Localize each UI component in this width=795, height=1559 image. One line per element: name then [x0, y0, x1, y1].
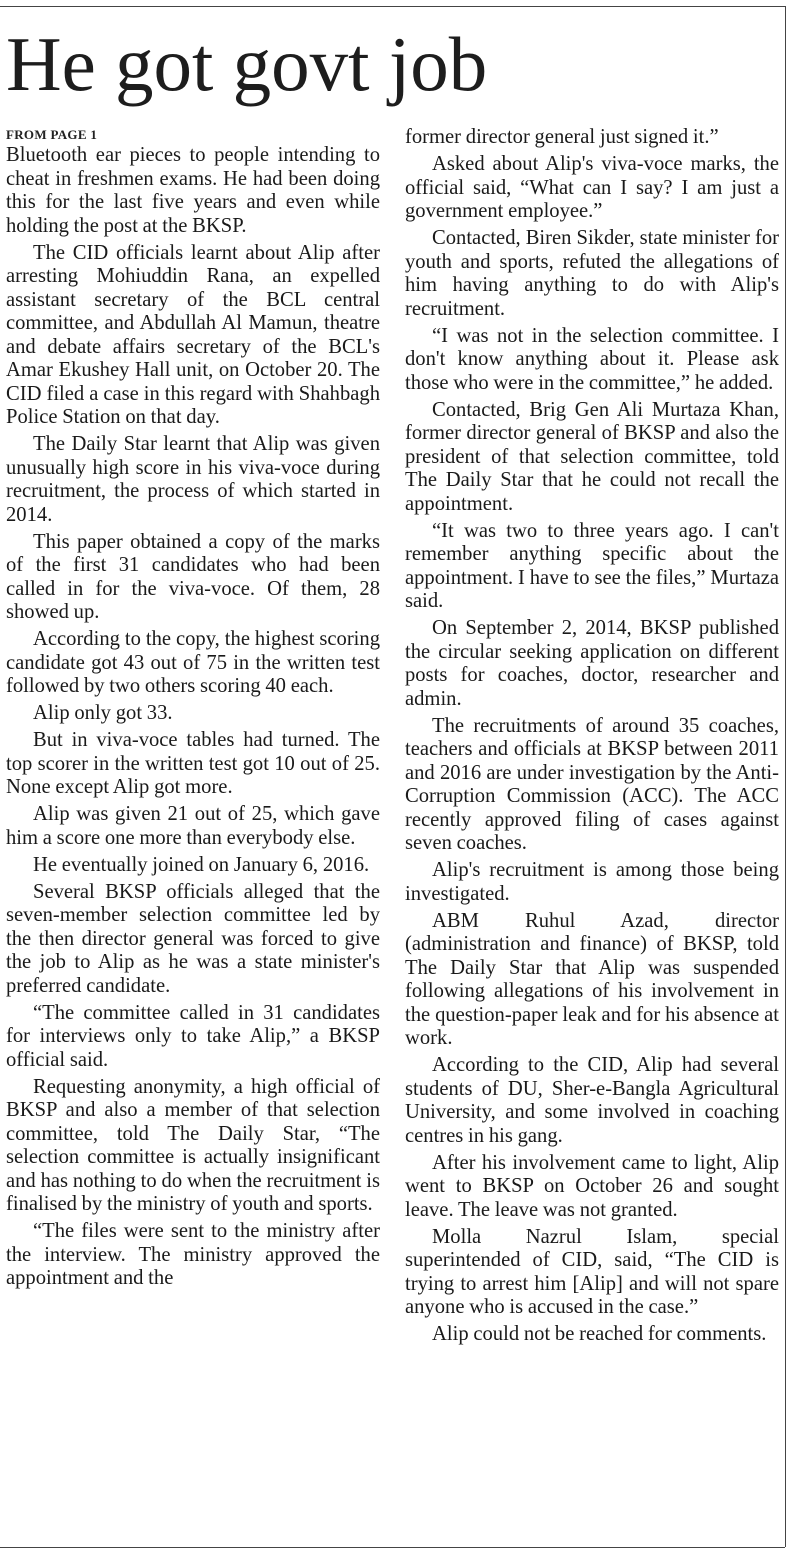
paragraph: Alip only got 33. [33, 702, 173, 724]
paragraph: “It was two to three years ago. I can't remember anything specific about the appointment. I have to see the files,” Murtaza said. [405, 519, 779, 612]
bottom-rule [0, 1547, 785, 1548]
headline: He got govt job [6, 21, 488, 107]
paragraph: After his involvement came to light, Alip went to BKSP on October 26 and sought leave. The leave was not granted. [405, 1151, 779, 1221]
top-rule [0, 6, 785, 7]
article-column-left [6, 126, 380, 1291]
paragraph: Requesting anonymity, a high official of BKSP and also a member of that selection committee, told The Daily Star, “The selection committee is actually insignificant and has nothing to do when the recruitment is finalised by the ministry of youth and sports. [6, 1075, 380, 1215]
paragraph: “The committee called in 31 candidates for interviews only to take Alip,” a BKSP official said. [6, 1001, 380, 1071]
paragraph: “I was not in the selection committee. I don't know anything about it. Please ask those who were in the committee,” he added. [405, 324, 779, 394]
paragraph: On September 2, 2014, BKSP published the circular seeking application on different posts for coaches, doctor, researcher and admin. [405, 617, 779, 710]
paragraph: ABM Ruhul Azad, director (administration and finance) of BKSP, told The Daily Star that Alip was suspended following allegations of his involvement in the question-paper leak and for his absence at work. [405, 909, 779, 1049]
paragraph: Alip's recruitment is among those being investigated. [405, 859, 779, 905]
paragraph: The CID officials learnt about Alip after arresting Mohiuddin Rana, an expelled assistant secretary of the BCL central committee, and Abdullah Al Mamun, theatre and debate affairs secretary of the BCL's Amar Ekushey Hall unit, on October 20. The CID filed a case in this regard with Shahbagh Police Station on that day. [6, 241, 380, 428]
paragraph: According to the copy, the highest scoring candidate got 43 out of 75 in the written test followed by two others scoring 40 each. [6, 628, 380, 697]
paragraph: Bluetooth ear pieces to people intending to cheat in freshmen exams. He had been doing this for the last five years and even while holding the post at the BKSP. [6, 144, 380, 237]
paragraph: But in viva-voce tables had turned. The top scorer in the written test got 10 out of 25. None except Alip got more. [6, 729, 380, 798]
paragraph: Several BKSP officials alleged that the seven-member selection committee led by the then director general was forced to give the job to Alip as he was a state minister's preferred candidate. [6, 880, 380, 997]
paragraph: Contacted, Brig Gen Ali Murtaza Khan, former director general of BKSP and also the president of that selection committee, told The Daily Star that he could not recall the appointment. [405, 398, 779, 515]
paragraph: “The files were sent to the ministry after the interview. The ministry approved the appointment and the [6, 1220, 380, 1289]
paragraph: Alip could not be reached for comments. [432, 1323, 767, 1345]
paragraph: Alip was given 21 out of 25, which gave him a score one more than everybody else. [6, 803, 380, 849]
paragraph: Molla Nazrul Islam, special superintended of CID, said, “The CID is trying to arrest him [Alip] and will not spare anyone who is accused in the case.” [405, 1225, 779, 1318]
paragraph: Contacted, Biren Sikder, state minister for youth and sports, refuted the allegations of him having anything to do with Alip's recruitment. [405, 227, 779, 320]
paragraph: The Daily Star learnt that Alip was given unusually high score in his viva-voce during recruitment, the process of which started in 2014. [6, 433, 380, 526]
paragraph: former director general just signed it.” [405, 126, 719, 148]
dateline: FROM PAGE 1 [6, 127, 98, 142]
article-column-right [405, 126, 779, 1347]
paragraph: The recruitments of around 35 coaches, teachers and officials at BKSP between 2011 and 2016 are under investigation by the Anti-Corruption Commission (ACC). The ACC recently approved filing of cases against seven coaches. [405, 714, 779, 854]
paragraph: He eventually joined on January 6, 2016. [33, 853, 370, 876]
right-rule [785, 6, 786, 1547]
paragraph: This paper obtained a copy of the marks of the first 31 candidates who had been called in for the viva-voce. Of them, 28 showed up. [6, 530, 380, 623]
paragraph: Asked about Alip's viva-voce marks, the official said, “What can I say? I am just a government employee.” [405, 153, 779, 222]
paragraph: According to the CID, Alip had several students of DU, Sher-e-Bangla Agricultural University, and some involved in coaching centres in his gang. [405, 1054, 779, 1147]
